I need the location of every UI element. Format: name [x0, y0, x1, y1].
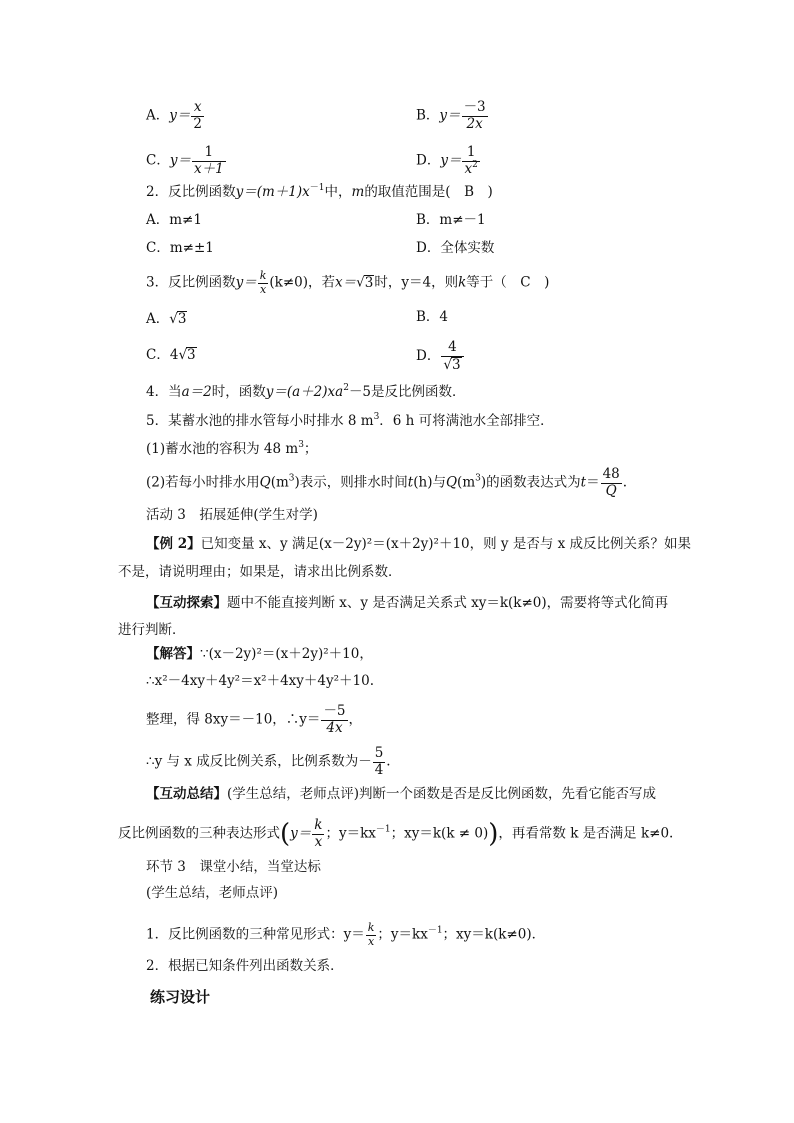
fraction — [462, 100, 488, 132]
option-label: C． — [146, 347, 170, 363]
math: Q — [259, 474, 271, 491]
text: 已知变量 x、y 满足(x－2y)²＝(x＋2y)²＋10，则 y 是否与 x 成反比例关系？如果 — [200, 536, 692, 552]
option-1d — [416, 145, 481, 177]
example-2-line-1 — [146, 538, 691, 552]
superscript: 3 — [298, 440, 304, 450]
fraction — [366, 922, 377, 948]
math: a＝2 — [181, 384, 212, 400]
text: 反比例函数的三种表达形式 — [118, 825, 280, 842]
text: ， — [348, 711, 363, 728]
fraction-numerator: 1 — [462, 145, 479, 162]
math: Q — [445, 474, 458, 491]
text: 时，函数 — [211, 384, 266, 400]
fraction — [191, 100, 204, 132]
math: x＝ — [335, 274, 357, 291]
fraction-denominator — [462, 159, 479, 178]
option-1b — [416, 100, 489, 132]
left-paren: ( — [280, 819, 291, 850]
fraction-denominator: 2x — [466, 115, 483, 132]
text: 4．当 — [146, 384, 182, 400]
sqrt-radicand: 3 — [364, 274, 374, 291]
text: 2．反比例函数 — [146, 184, 236, 200]
superscript: 3 — [373, 412, 380, 422]
option-3b: B．4 — [416, 309, 449, 325]
sqrt-sign: √ — [356, 274, 365, 291]
text: ∴y 与 x 成反比例关系，比例系数为－ — [146, 753, 372, 770]
option-lhs: y＝ — [439, 107, 461, 124]
option-label: D． — [416, 348, 441, 365]
example-tag: 【例 2】 — [146, 536, 201, 552]
fraction-numerator: 1 — [192, 145, 226, 162]
text: (m — [270, 474, 289, 491]
math: ；y＝kx — [325, 825, 376, 842]
coefficient: 4 — [169, 347, 179, 363]
text: 是反比例函数． — [371, 384, 466, 400]
question-5-part-1 — [146, 440, 318, 457]
text: (k≠0)，若 — [269, 274, 336, 291]
fraction — [462, 145, 479, 177]
answer-line-3 — [146, 704, 362, 736]
math: －5 — [348, 384, 372, 400]
summary-tag: 【互动总结】 — [146, 786, 227, 802]
step-3-item-1 — [146, 922, 545, 948]
fraction-denominator: x — [259, 282, 267, 296]
superscript: 3 — [475, 473, 481, 484]
text: 3．反比例函数 — [146, 274, 236, 291]
fraction-numerator: k — [314, 817, 323, 833]
fraction-numerator: k — [259, 269, 267, 282]
text: . — [386, 753, 391, 770]
option-label: A． — [146, 107, 170, 124]
fraction-numerator: 5 — [374, 745, 384, 761]
math: t — [580, 474, 587, 491]
activity-3-title: 活动 3 拓展延伸(学生对学) — [146, 507, 318, 523]
fraction — [441, 340, 463, 373]
superscript: －1 — [309, 183, 325, 193]
step-3-title: 环节 3 课堂小结，当堂达标 — [146, 859, 321, 875]
fraction-numerator: x — [191, 100, 204, 117]
text: ∵(x－2y)²＝(x＋2y)²＋10， — [200, 646, 373, 662]
superscript: －1 — [375, 824, 391, 835]
sqrt-radicand: 3 — [451, 356, 461, 373]
summary-line-2 — [118, 818, 673, 850]
text: (m — [457, 474, 476, 491]
text: . — [622, 474, 628, 491]
step-3-subtitle: (学生总结，老师点评) — [146, 885, 279, 901]
question-5-part-2 — [146, 467, 627, 499]
math: ＝ — [586, 474, 600, 491]
text: )表示，则排水时间 — [294, 474, 408, 491]
text: (1)蓄水池的容积为 48 m — [146, 441, 299, 457]
option-2d: D．全体实数 — [416, 240, 495, 256]
fraction-numerator: 4 — [441, 340, 463, 357]
text: 题中不能直接判断 x、y 是否满足关系式 xy＝k(k≠0)，需要将等式化简再 — [227, 595, 669, 611]
option-1c — [146, 145, 227, 177]
practice-title: 练习设计 — [150, 988, 211, 1006]
text: 的取值范围是( B ) — [364, 184, 493, 200]
right-paren: ) — [488, 819, 499, 850]
math: k — [458, 274, 467, 291]
option-lhs: y＝ — [169, 152, 191, 169]
option-label: A． — [146, 311, 170, 327]
option-lhs: y＝ — [440, 152, 462, 169]
sqrt-sign: √ — [169, 311, 178, 327]
fraction — [321, 704, 347, 736]
question-3-stem — [146, 270, 549, 296]
sqrt-radicand: 3 — [187, 347, 196, 363]
fraction-denominator: x＋1 — [193, 160, 224, 177]
fraction-denominator: 4x — [326, 719, 343, 736]
superscript: 2 — [472, 159, 478, 170]
superscript: 2 — [343, 383, 349, 393]
fraction — [601, 467, 622, 499]
sqrt-radicand: 3 — [177, 311, 187, 327]
option-2a: A．m≠1 — [146, 212, 202, 228]
text: 整理，得 8xy＝－10，∴y＝ — [146, 711, 321, 728]
fraction — [373, 746, 386, 778]
sqrt-sign: √ — [178, 347, 188, 363]
text: (h)与 — [413, 474, 446, 491]
math: ；xy＝k(k ≠ 0) — [390, 825, 489, 842]
math: ；y＝kx — [377, 926, 428, 943]
superscript: －1 — [427, 925, 443, 936]
text: ； — [303, 441, 318, 457]
step-3-item-2: 2．根据已知条件列出函数关系． — [146, 958, 344, 974]
fraction-numerator: k — [367, 921, 375, 934]
option-3a — [146, 311, 187, 327]
text: 等于（ C ) — [466, 274, 550, 291]
fraction-denominator: x — [367, 934, 375, 948]
answer-line-1 — [146, 648, 373, 662]
fraction-numerator: －5 — [323, 703, 346, 719]
text: ．6 h 可将满池水全部排空． — [379, 413, 554, 429]
option-3d — [416, 340, 465, 373]
answer-tag: 【解答】 — [146, 646, 200, 662]
option-label: C． — [146, 152, 170, 169]
math: y＝(a＋2)xa — [265, 384, 344, 400]
option-3c — [146, 347, 197, 363]
math: y＝ — [290, 825, 312, 842]
explore-tag: 【互动探索】 — [146, 595, 227, 611]
question-4 — [146, 383, 466, 400]
math: y＝(m＋1)x — [235, 184, 310, 200]
text: (2)若每小时排水用 — [146, 474, 260, 491]
text: ，再看常数 k 是否满足 k≠0. — [498, 825, 674, 842]
fraction-numerator: 48 — [602, 466, 620, 482]
fraction-denominator: Q — [605, 482, 617, 499]
answer-line-4 — [146, 746, 391, 778]
text: (学生总结，老师点评)判断一个函数是否是反比例函数，先看它能否写成 — [227, 786, 657, 802]
denominator-base: x — [464, 160, 473, 177]
question-5 — [146, 412, 554, 429]
fraction-denominator: x — [314, 833, 323, 850]
text: )的函数表达式为 — [480, 474, 581, 491]
sqrt-sign: √ — [443, 356, 452, 373]
fraction-denominator: 2 — [193, 115, 202, 132]
math: m — [351, 184, 365, 200]
explore-line-1 — [146, 597, 668, 611]
explore-line-2: 进行判断． — [118, 622, 186, 638]
text: 中， — [324, 184, 352, 200]
fraction — [258, 270, 269, 296]
example-2-line-2: 不是，请说明理由；如果是，请求出比例系数． — [118, 564, 402, 580]
option-lhs: y＝ — [169, 107, 191, 124]
text: 5．某蓄水池的排水管每小时排水 8 m — [146, 413, 374, 429]
fraction — [312, 818, 324, 850]
summary-line-1 — [146, 788, 656, 802]
math: ；xy＝k(k≠0)． — [442, 926, 546, 943]
math: y＝ — [235, 274, 257, 291]
answer-line-2: ∴x²－4xy＋4y²＝x²＋4xy＋4y²＋10. — [146, 673, 375, 689]
option-label: D． — [416, 152, 441, 169]
superscript: 3 — [288, 473, 295, 484]
text: 时，y＝4，则 — [374, 274, 459, 291]
math: t — [407, 474, 414, 491]
fraction-numerator: －3 — [463, 99, 486, 115]
option-2c: C．m≠±1 — [146, 240, 214, 256]
fraction — [192, 145, 226, 177]
fraction-denominator: 4 — [374, 761, 384, 778]
option-1a — [146, 100, 205, 132]
option-2b: B．m≠－1 — [416, 212, 486, 228]
text: 1．反比例函数的三种常见形式：y＝ — [146, 926, 365, 943]
question-2-stem — [146, 183, 493, 200]
fraction-denominator — [441, 357, 463, 374]
option-label: B． — [416, 107, 440, 124]
